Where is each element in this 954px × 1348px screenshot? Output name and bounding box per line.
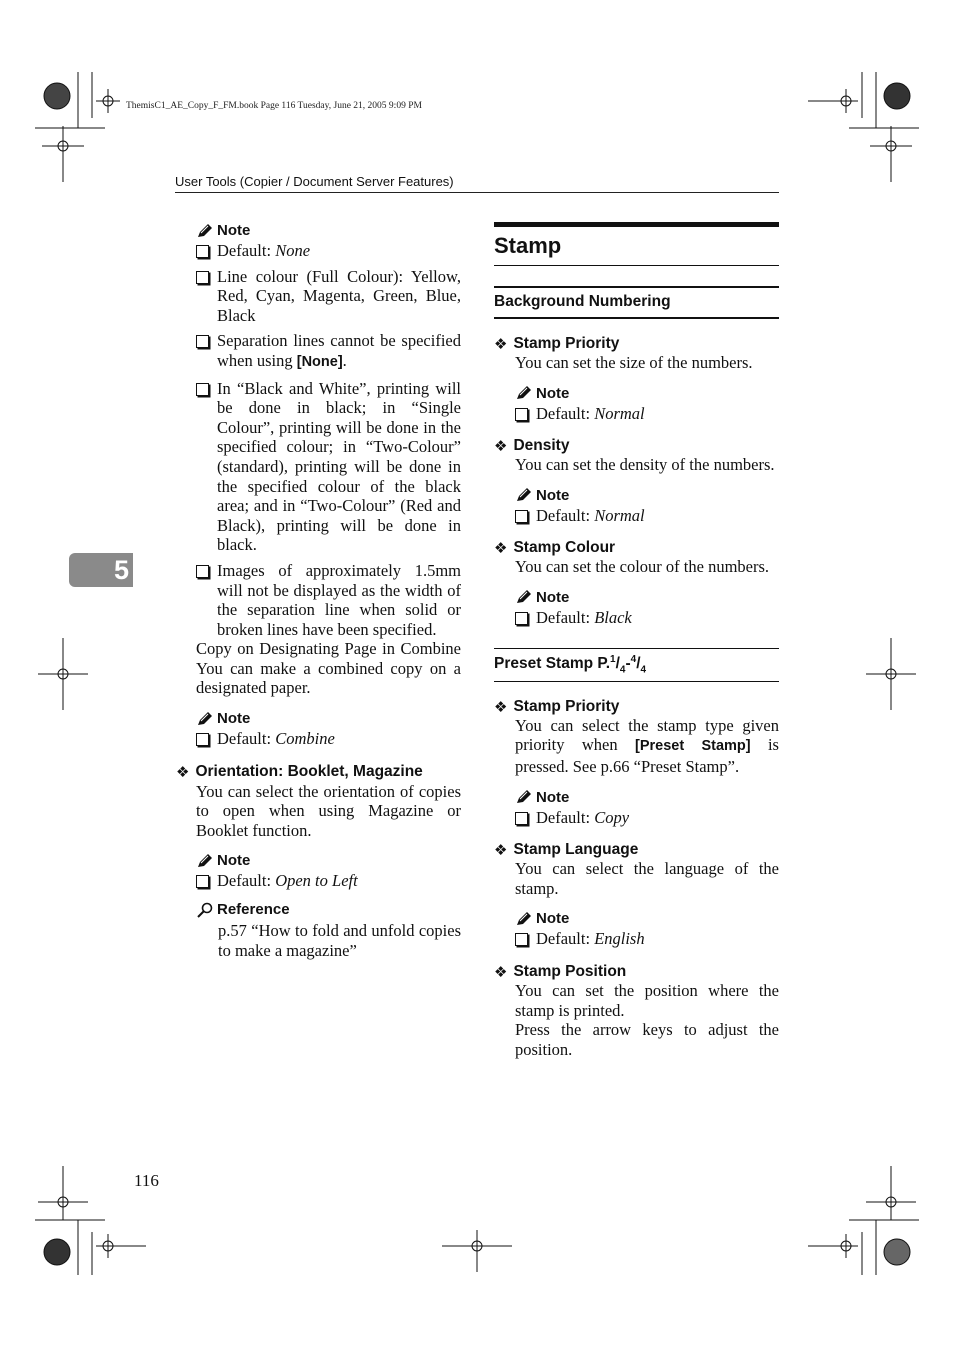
list-item: Line colour (Full Colour): Yellow, Red, Cyan, Magenta, Green, Blue, Black (196, 267, 461, 326)
note-heading: Note (515, 789, 779, 806)
checkbox-bullet-icon (515, 933, 528, 946)
pencil-icon (196, 223, 214, 239)
diamond-bullet-icon: ❖ (494, 841, 508, 860)
stamp-colour-heading: ❖ Stamp Colour (494, 539, 616, 558)
pencil-icon (515, 487, 533, 503)
stamp-priority-heading: ❖ Stamp Priority (494, 335, 620, 353)
diamond-bullet-icon: ❖ (494, 539, 508, 558)
checkbox-bullet-icon (515, 612, 528, 625)
list-item: In “Black and White”, printing will be done in black; in “Single Colour”, printing will be done in the specified colour; in “Two-Colour” (standard), printing will be done in the specified colour of the black area; and in “Two-Colour” (Red and Black), printing will be done in black. (196, 379, 461, 555)
note-heading: Note (515, 487, 779, 504)
diamond-bullet-icon: ❖ (494, 437, 508, 456)
reference-heading: Reference (196, 901, 461, 918)
page-number: 116 (134, 1171, 159, 1190)
checkbox-bullet-icon (196, 335, 209, 348)
right-column (494, 222, 779, 1059)
list-item: Default: Combine (196, 729, 461, 749)
list-item: Default: Black (515, 608, 779, 628)
stamp-language-heading: ❖ Stamp Language (494, 841, 639, 860)
stamp-position-body-2: Press the arrow keys to adjust the position. (515, 1020, 779, 1059)
preset-stamp-priority-heading: ❖ Stamp Priority (494, 697, 620, 716)
checkbox-bullet-icon (196, 271, 209, 284)
checkbox-bullet-icon (196, 245, 209, 258)
list-item: Default: Open to Left (196, 871, 461, 891)
checkbox-bullet-icon (515, 408, 528, 421)
file-info: ThemisC1_AE_Copy_F_FM.book Page 116 Tuesday, June 21, 2005 9:09 PM (126, 101, 422, 111)
diamond-bullet-icon: ❖ (494, 697, 508, 716)
checkbox-bullet-icon (196, 733, 209, 746)
preset-stamp-title: Preset Stamp $P.^1/_4-^4/_4$ (494, 648, 779, 682)
stamp-position-body: You can set the position where the stamp is printed. (515, 980, 779, 1020)
checkbox-bullet-icon (196, 565, 209, 578)
background-numbering-title: Background Numbering (494, 286, 779, 319)
pencil-icon (515, 789, 533, 805)
preset-stamp-priority-body: You can select the stamp type given priority when [Preset Stamp] is pressed. See p.66 “Preset Stamp”. (515, 715, 779, 776)
orientation-body: You can select the orientation of copies to open when using Magazine or Booklet function. (196, 781, 461, 840)
checkbox-bullet-icon (515, 510, 528, 523)
note-heading: Note (515, 910, 779, 927)
magnifier-icon (196, 902, 214, 918)
pencil-icon (196, 853, 214, 869)
running-head: User Tools (Copier / Document Server Features) (175, 174, 454, 189)
note-heading: Note (515, 589, 779, 606)
list-item: Images of approximately 1.5mm will not be displayed as the width of the separation line when solid or broken lines have been specified. (196, 561, 461, 639)
left-column (176, 222, 461, 960)
diamond-bullet-icon: ❖ (176, 762, 190, 781)
chapter-tab: 5 (69, 553, 133, 587)
list-item: Default: Normal (515, 404, 779, 424)
stamp-colour-body: You can set the colour of the numbers. (515, 557, 770, 577)
list-item: Separation lines cannot be specified when using [None]. (196, 331, 461, 372)
note-heading: Note (196, 710, 461, 727)
list-item: Default: Copy (515, 808, 779, 828)
list-item: Default: English (515, 929, 779, 949)
checkbox-bullet-icon (196, 875, 209, 888)
note-heading: Note (196, 222, 461, 239)
reference-body: p.57 “How to fold and unfold copies to make a magazine” (218, 921, 461, 960)
list-item: Default: Normal (515, 506, 779, 526)
pencil-icon (515, 589, 533, 605)
pencil-icon (515, 911, 533, 927)
pencil-icon (515, 385, 533, 401)
list-item: Default: None (196, 241, 461, 261)
header-rule (175, 192, 779, 193)
density-body: You can set the density of the numbers. (515, 455, 775, 475)
stamp-priority-body: You can set the size of the numbers. (515, 353, 753, 372)
stamp-language-body: You can select the language of the stamp. (515, 859, 779, 898)
orientation-heading: ❖ Orientation: Booklet, Magazine (176, 762, 423, 781)
checkbox-bullet-icon (196, 383, 209, 396)
stamp-position-heading: ❖ Stamp Position (494, 962, 627, 981)
density-heading: ❖ Density (494, 437, 570, 456)
note-heading: Note (196, 852, 461, 869)
pencil-icon (196, 711, 214, 727)
checkbox-bullet-icon (515, 812, 528, 825)
diamond-bullet-icon: ❖ (494, 962, 508, 981)
copy-designating-text: Copy on Designating Page in Combine You can make a combined copy on a designated paper. (196, 639, 461, 698)
section-title: Stamp (494, 222, 779, 266)
diamond-bullet-icon: ❖ (494, 335, 508, 353)
note-heading: Note (515, 385, 779, 402)
